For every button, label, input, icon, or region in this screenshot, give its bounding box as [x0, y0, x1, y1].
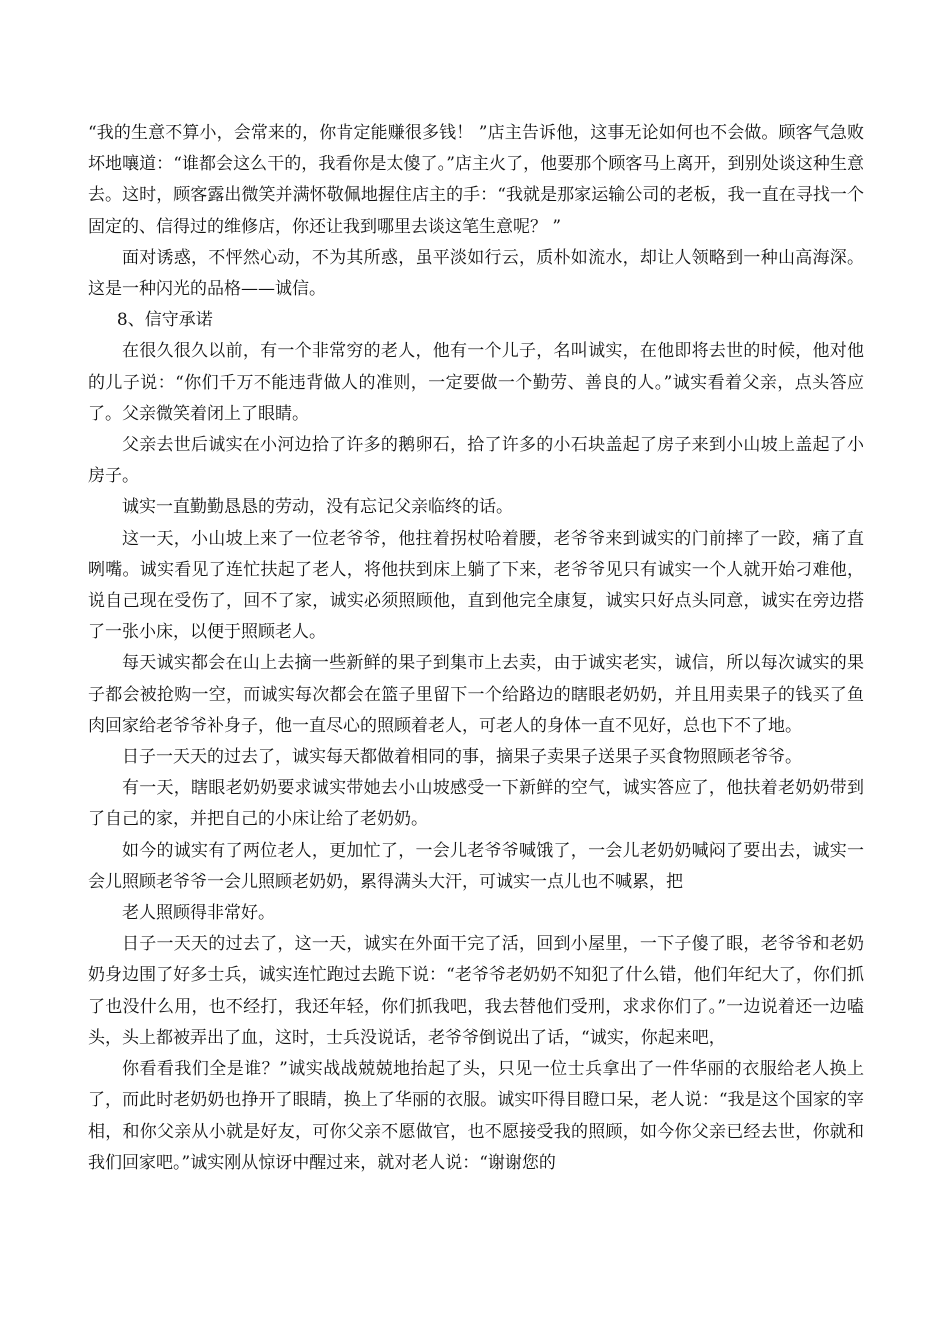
document-page — [88, 118, 864, 1179]
paragraph-selling-fruit: 每天诚实都会在山上去摘一些新鲜的果子到集市上去卖，由于诚实老实，诚信，所以每次诚实的果子都会被抢购一空，而诚实每次都会在篮子里留下一个给路边的瞎眼老奶奶，并且用卖果子的钱买了鱼肉回家给老爷爷补身子，他一直尽心的照顾着老人，可老人的身体一直不见好，总也下不了地。 — [88, 653, 864, 736]
paragraph-days-pass: 日子一天天的过去了，诚实每天都做着相同的事，摘果子卖果子送果子买食物照顾老爷爷。 — [122, 747, 802, 768]
paragraph-hard-work: 诚实一直勤勤恳恳的劳动，没有忘记父亲临终的话。 — [122, 497, 513, 518]
paragraph-prime-minister-reveal: 你看看我们全是谁？”诚实战战兢兢地抬起了头，只见一位士兵拿出了一件华丽的衣服给老人换上了，而此时老奶奶也挣开了眼睛，换上了华丽的衣服。诚实吓得目瞪口呆，老人说：“我是这个国家的宰相，和你父亲从小就是好友，可你父亲不愿做官，也不愿接受我的照顾，如今你父亲已经去世，你就和我们回家吧。”诚实刚从惊讶中醒过来，就对老人说：“谢谢您的 — [88, 1059, 864, 1173]
section-heading-keep-promise: 8、信守承诺 — [116, 310, 213, 331]
paragraph-poor-old-man: 在很久很久以前，有一个非常穷的老人，他有一个儿子，名叫诚实，在他即将去世的时候，他对他的儿子说：“你们千万不能违背做人的准则，一定要做一个勤劳、善良的人。”诚实看着父亲，点头答应了。父亲微笑着闭上了眼睛。 — [88, 341, 864, 424]
paragraph-shop-story-ending: “我的生意不算小，会常来的，你肯定能赚很多钱！ ”店主告诉他，这事无论如何也不会做。顾客气急败坏地嚷道：“谁都会这么干的，我看你是太傻了。”店主火了，他要那个顾客马上离开，到别处谈这种生意去。这时，顾客露出微笑并满怀敬佩地握住店主的手：“我就是那家运输公司的老板，我一直在寻找一个固定的、信得过的维修店，你还让我到哪里去谈这笔生意呢？ ” — [88, 123, 864, 237]
paragraph-blind-grandma: 有一天，瞎眼老奶奶要求诚实带她去小山坡感受一下新鲜的空气，诚实答应了，他扶着老奶奶带到了自己的家，并把自己的小床让给了老奶奶。 — [88, 778, 864, 830]
paragraph-old-grandpa-arrives: 这一天，小山坡上来了一位老爷爷，他拄着拐杖哈着腰，老爷爷来到诚实的门前摔了一跤，痛了直咧嘴。诚实看见了连忙扶起了老人，将他扶到床上躺了下来，老爷爷见只有诚实一个人就开始刁难他，说自己现在受伤了，回不了家，诚实必须照顾他，直到他完全康复，诚实只好点头同意，诚实在旁边搭了一张小床，以便于照顾老人。 — [88, 528, 864, 643]
paragraph-cared-well: 老人照顾得非常好。 — [122, 903, 275, 924]
paragraph-two-elders: 如今的诚实有了两位老人，更加忙了，一会儿老爷爷喊饿了，一会儿老奶奶喊闷了要出去，诚实一会儿照顾老爷爷一会儿照顾老奶奶，累得满头大汗，可诚实一点儿也不喊累，把 — [88, 840, 864, 892]
paragraph-integrity-reflection: 面对诱惑，不怦然心动，不为其所惑，虽平淡如行云，质朴如流水，却让人领略到一种山高海深。这是一种闪光的品格——诚信。 — [88, 247, 864, 300]
paragraph-build-house: 父亲去世后诚实在小河边拾了许多的鹅卵石，拾了许多的小石块盖起了房子来到小山坡上盖起了小房子。 — [88, 435, 864, 487]
paragraph-soldiers: 日子一天天的过去了，这一天，诚实在外面干完了活，回到小屋里，一下子傻了眼，老爷爷和老奶奶身边围了好多士兵，诚实连忙跑过去跪下说：“老爷爷老奶奶不知犯了什么错，他们年纪大了，你们抓了也没什么用，也不经打，我还年轻，你们抓我吧，我去替他们受刑，求求你们了。”一边说着还一边嗑头，头上都被弄出了血，这时，士兵没说话，老爷爷倒说出了话，“诚实，你起来吧， — [88, 934, 864, 1048]
